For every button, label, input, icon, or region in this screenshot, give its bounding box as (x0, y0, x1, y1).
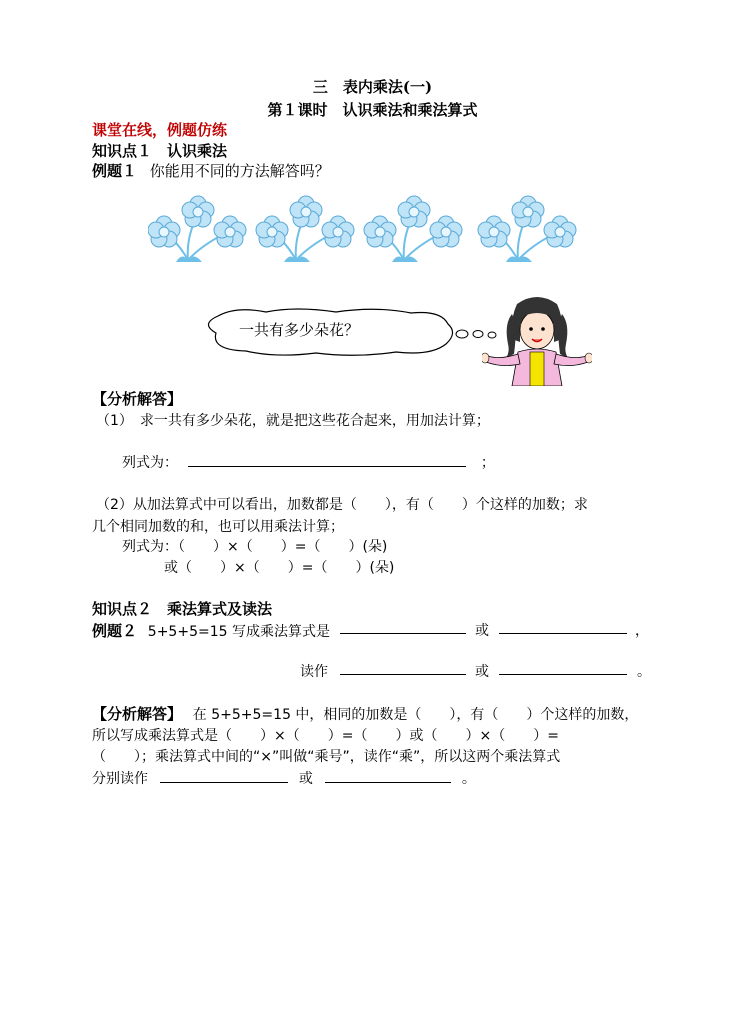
analysis-1-heading: 【分析解答】 (92, 390, 183, 408)
example-2-read-blank-2[interactable] (499, 660, 627, 675)
example-1-text: 你能用不同的方法解答吗？ (149, 162, 330, 180)
example-2-text: 5+5+5=15 写成乘法算式是 (147, 624, 330, 640)
example-2-comma: ， (635, 623, 649, 639)
speech-text: 一共有多少朵花？ (239, 321, 360, 339)
formula-1-line (122, 452, 495, 472)
flowers-svg (148, 192, 588, 272)
knowledge-point-1-title: 知识点１ 认识乘法 (92, 142, 228, 160)
unit-title: 三 表内乘法(一) (312, 78, 433, 96)
flowers-illustration (148, 192, 588, 276)
example-2-formula-blank-2[interactable] (499, 619, 627, 634)
analysis-2-line-3: （ ）；乘法算式中间的“×”叫做“乘号”，读作“乘”，所以这两个乘法算式 (92, 749, 561, 765)
girl-icon (482, 294, 592, 386)
analysis-1-step-2-line-2: 几个相同加数的和，也可以用乘法计算； (92, 519, 344, 535)
knowledge-point-2-title: 知识点２ 乘法算式及读法 (92, 600, 273, 618)
flower-group-4 (478, 196, 576, 262)
formula-1-label: 列式为： (122, 455, 178, 471)
example-2-or-2: 或 (475, 664, 489, 680)
example-2-read-blank-1[interactable] (340, 660, 466, 675)
analysis-2-line-2: 所以写成乘法算式是（ ）×（ ）=（ ）或（ ）×（ ）= (92, 728, 559, 744)
example-2-or-1: 或 (475, 623, 489, 639)
example-2-label: 例题２ (92, 622, 138, 640)
flower-group-2 (256, 196, 354, 262)
section-banner: 课堂在线，例题仿练 (92, 121, 228, 139)
formula-2-line-1: 列式为：（ ）×（ ）=（ ）(朵) (122, 539, 388, 555)
formula-1-end: ； (480, 455, 495, 471)
analysis-2-read-blank-1[interactable] (160, 768, 288, 783)
girl-illustration (482, 294, 592, 390)
analysis-2-line-1 (92, 703, 638, 724)
analysis-2-or: 或 (298, 771, 313, 787)
analysis-2-heading: 【分析解答】 (92, 705, 183, 723)
analysis-2-read-blank-2[interactable] (325, 768, 451, 783)
example-2-period: 。 (637, 664, 651, 680)
example-1-line (92, 160, 330, 181)
example-2-read-label: 读作 (300, 664, 328, 680)
analysis-2-read-label: 分别读作 (92, 771, 148, 787)
example-2-formula-blank-1[interactable] (340, 619, 466, 634)
lesson-title: 第１课时 认识乘法和乘法算式 (267, 101, 478, 119)
analysis-1-step-1: （1） 求一共有多少朵花，就是把这些花合起来，用加法计算； (96, 413, 490, 429)
flower-group-1 (148, 196, 246, 262)
formula-2-line-2: 或（ ）×（ ）=（ ）(朵) (164, 560, 395, 576)
analysis-2-line-4 (92, 768, 476, 788)
flower-group-3 (364, 196, 462, 262)
analysis-2-line-1-text: 在 5+5+5=15 中，相同的加数是（ ），有（ ）个这样的加数， (192, 707, 639, 723)
analysis-2-end: 。 (461, 771, 476, 787)
example-2-line (92, 620, 330, 641)
example-1-label: 例题１ (92, 162, 138, 180)
formula-1-answer-blank[interactable] (188, 452, 466, 467)
analysis-1-step-2-line-1: （2）从加法算式中可以看出，加数都是（ ），有（ ）个这样的加数；求 (96, 497, 588, 513)
